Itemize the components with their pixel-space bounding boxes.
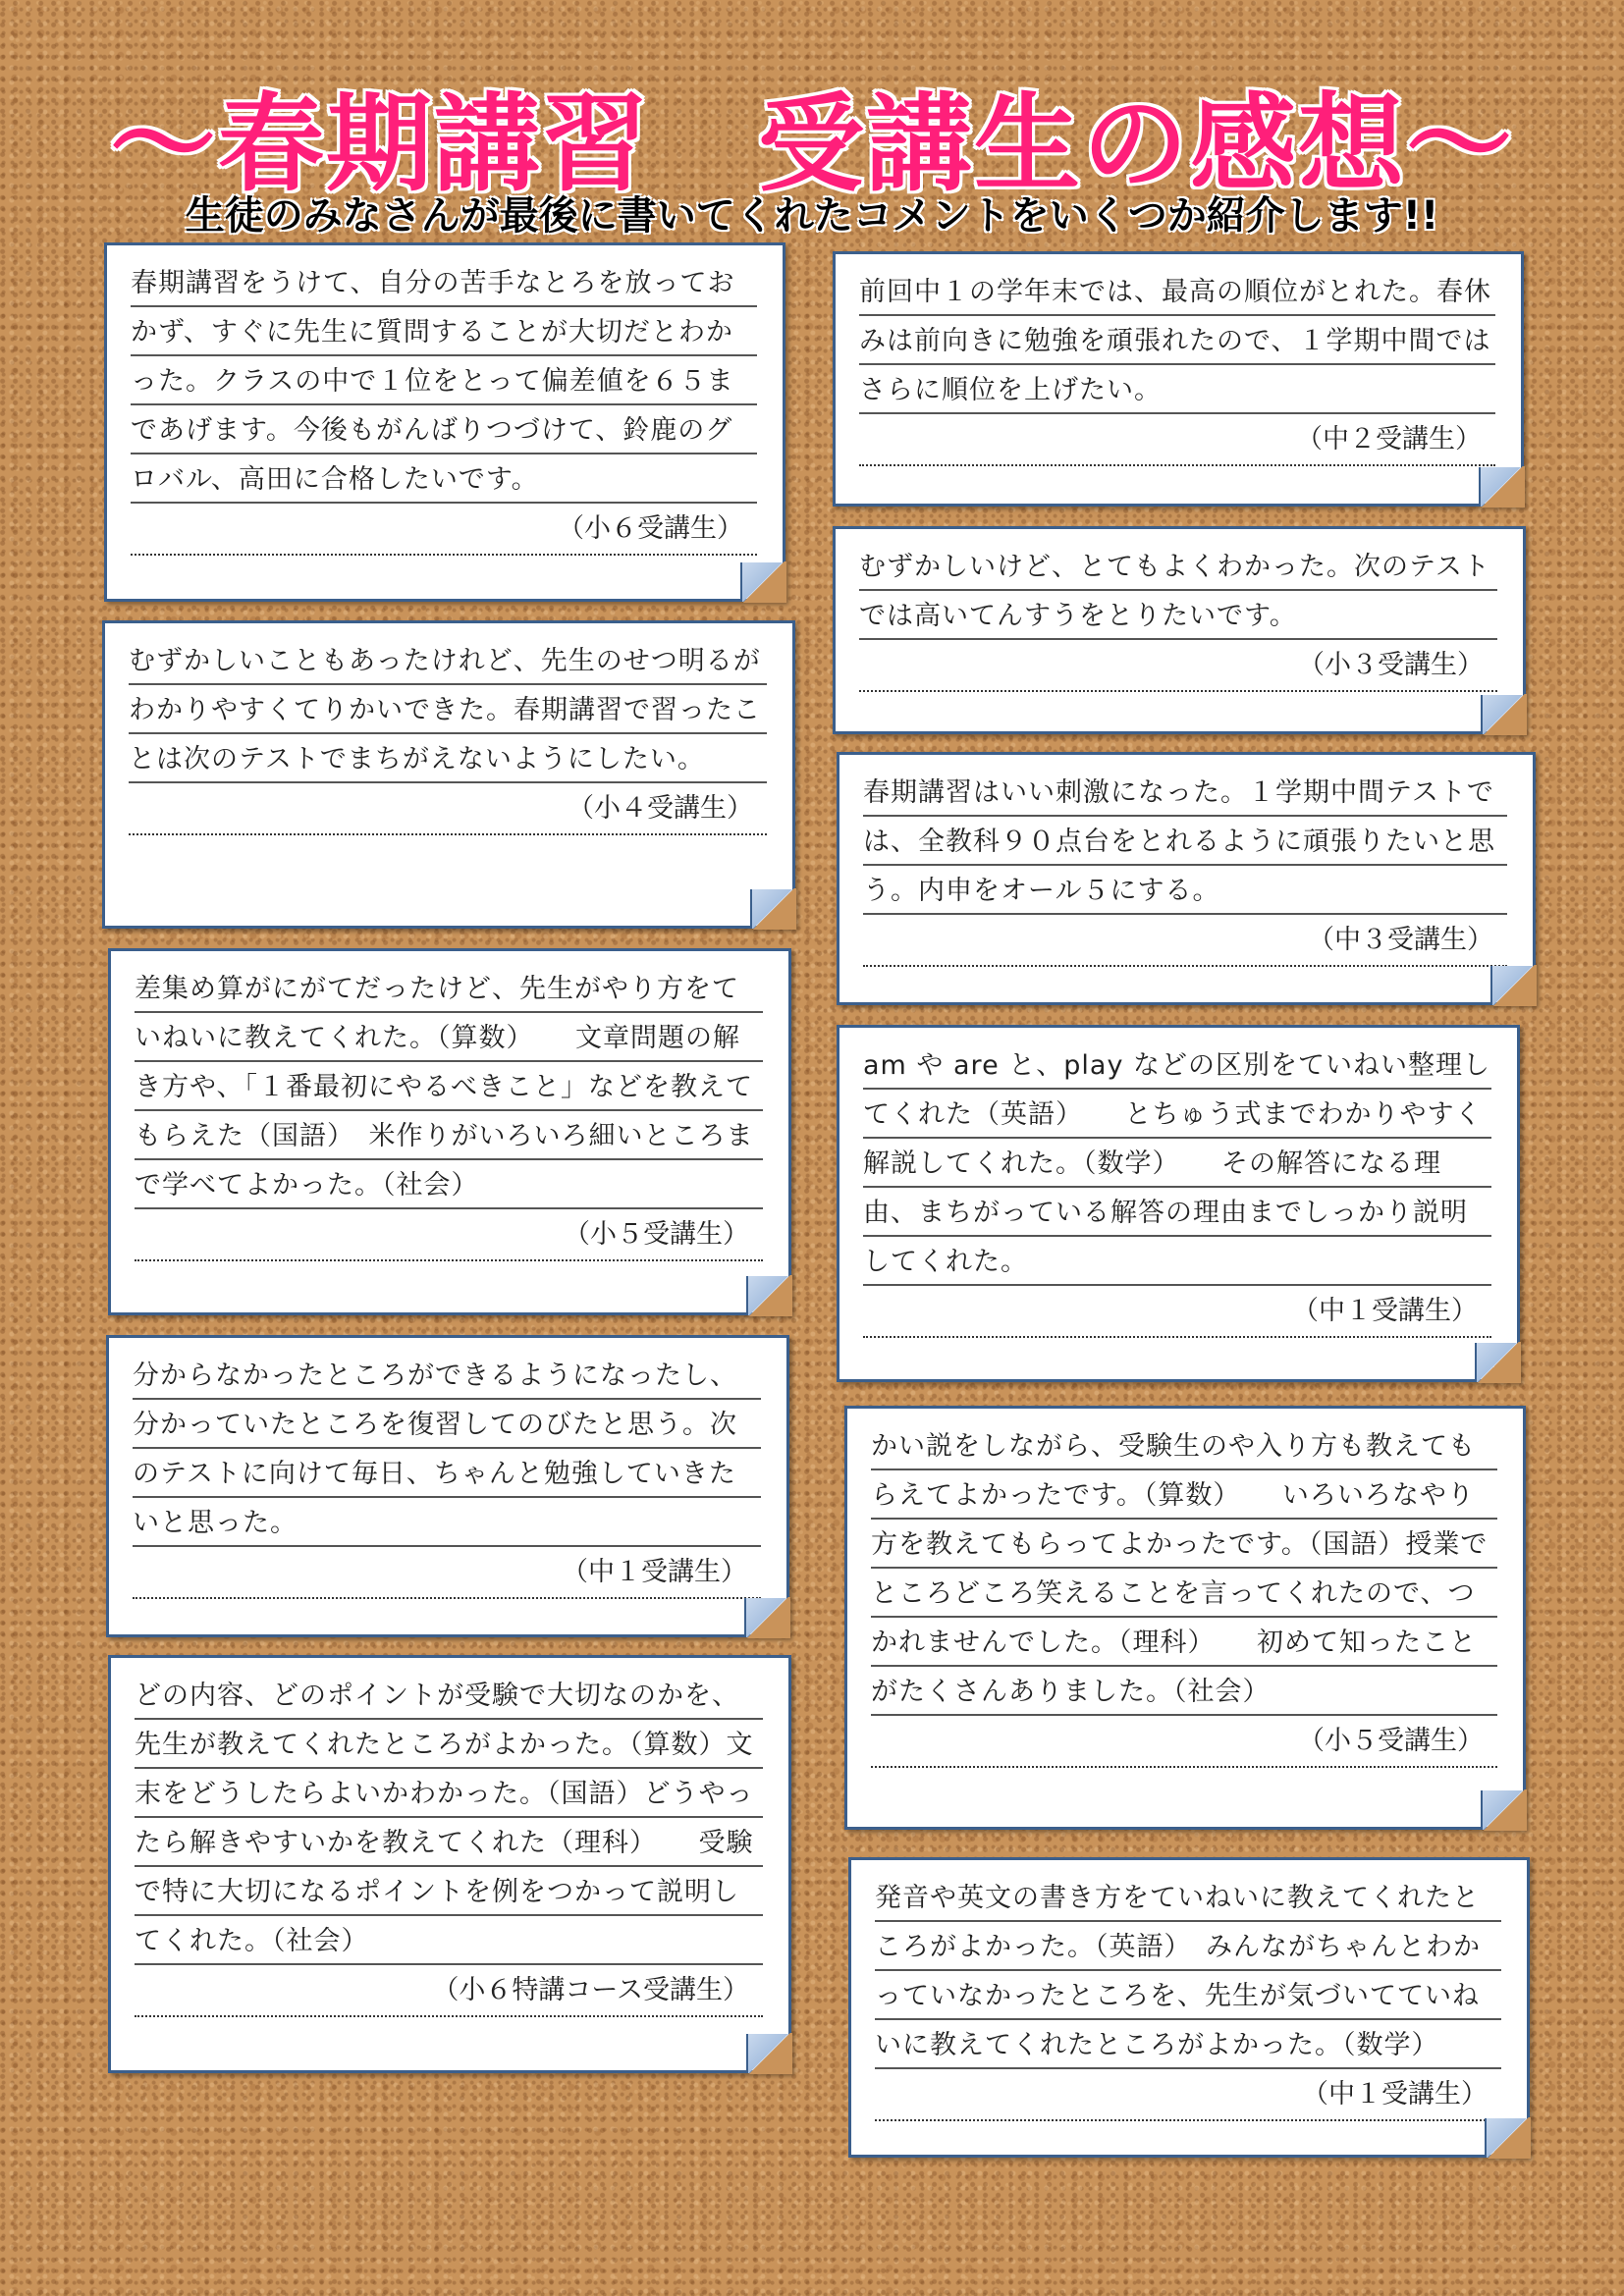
comment-text: 発音や英文の書き方をていねいに教えてくれたところがよかった。（英語） みんながちゃんとわかっていなかったところを、先生が気づいてていねいに教えてくれたところがよかった。（数学） — [875, 1874, 1501, 2070]
comment-card — [104, 242, 785, 602]
comment-card — [833, 526, 1526, 734]
comment-card — [106, 1335, 789, 1637]
comment-card — [837, 752, 1536, 1005]
comment-signature: （小４受講生） — [129, 784, 767, 835]
comment-text: 分からなかったところができるようになったし、分かっていたところを復習してのびたと思う。次のテストに向けて毎日、ちゃんと勉強していきたいと思った。 — [133, 1352, 761, 1548]
comment-signature: （中３受講生） — [863, 916, 1507, 967]
comment-signature: （小６受講生） — [131, 505, 757, 556]
comment-text: 春期講習をうけて、自分の苦手なとろを放っておかず、すぐに先生に質問することが大切だとわかった。クラスの中で１位をとって偏差値を６５まであげます。今後もがんばりつづけて、鈴鹿のグロバル、高田に合格したいです。 — [131, 259, 757, 505]
comment-text: むずかしいけど、とてもよくわかった。次のテストでは高いてんすうをとりたいです。 — [859, 543, 1497, 641]
comment-text: 前回中１の学年末では、最高の順位がとれた。春休みは前向きに勉強を頑張れたので、１学期中間ではさらに順位を上げたい。 — [859, 268, 1495, 415]
page-subtitle: 生徒のみなさんが最後に書いてくれたコメントをいくつか紹介します!! — [185, 193, 1439, 239]
comment-text: むずかしいこともあったけれど、先生のせつ明るがわかりやすくてりかいできた。春期講習で習ったことは次のテストでまちがえないようにしたい。 — [129, 637, 767, 784]
comment-text: 春期講習はいい刺激になった。１学期中間テストでは、全教科９０点台をとれるように頑張りたいと思う。内申をオール５にする。 — [863, 769, 1507, 916]
comment-signature: （中１受講生） — [875, 2070, 1501, 2121]
comment-signature: （中１受講生） — [863, 1287, 1491, 1338]
comment-signature: （小６特講コース受講生） — [135, 1966, 763, 2017]
comment-signature: （小３受講生） — [859, 641, 1497, 692]
comment-text: どの内容、どのポイントが受験で大切なのかを、先生が教えてくれたところがよかった。（算数）文末をどうしたらよいかわかった。（国語）どうやったら解きやすいかを教えてくれた（理科） 受験で特に大切になるポイントを例をつかって説明してくれた。（社会） — [135, 1672, 763, 1966]
comment-card — [848, 1857, 1530, 2158]
comment-text: am や are と、play などの区別をていねい整理してくれた（英語） とちゅう式までわかりやすく解説してくれた。（数学） その解答になる理由、まちがっている解答の理由までしっかり説明してくれた。 — [863, 1041, 1491, 1287]
comment-card — [844, 1406, 1526, 1830]
comment-card — [102, 620, 795, 929]
comment-card — [833, 251, 1524, 507]
comment-card — [108, 1655, 791, 2073]
page-title: 〜春期講習 受講生の感想〜 — [109, 83, 1514, 206]
comment-text: 差集め算がにがてだったけど、先生がやり方をていねいに教えてくれた。（算数） 文章問題の解き方や、「１番最初にやるべきこと」などを教えてもらえた（国語） 米作りがいろいろ細いところまで学べてよかった。（社会） — [135, 965, 763, 1210]
comment-signature: （小５受講生） — [135, 1210, 763, 1261]
comment-signature: （中２受講生） — [859, 415, 1495, 466]
comment-signature: （中１受講生） — [133, 1548, 761, 1599]
comment-card — [108, 948, 791, 1315]
comment-text: かい説をしながら、受験生のや入り方も教えてもらえてよかったです。（算数） いろいろなやり方を教えてもらってよかったです。（国語）授業でところどころ笑えることを言ってくれたので、つかれませんでした。（理科） 初めて知ったことがたくさんありました。（社会） — [871, 1422, 1497, 1717]
comment-card — [837, 1025, 1520, 1382]
comment-signature: （小５受講生） — [871, 1717, 1497, 1768]
